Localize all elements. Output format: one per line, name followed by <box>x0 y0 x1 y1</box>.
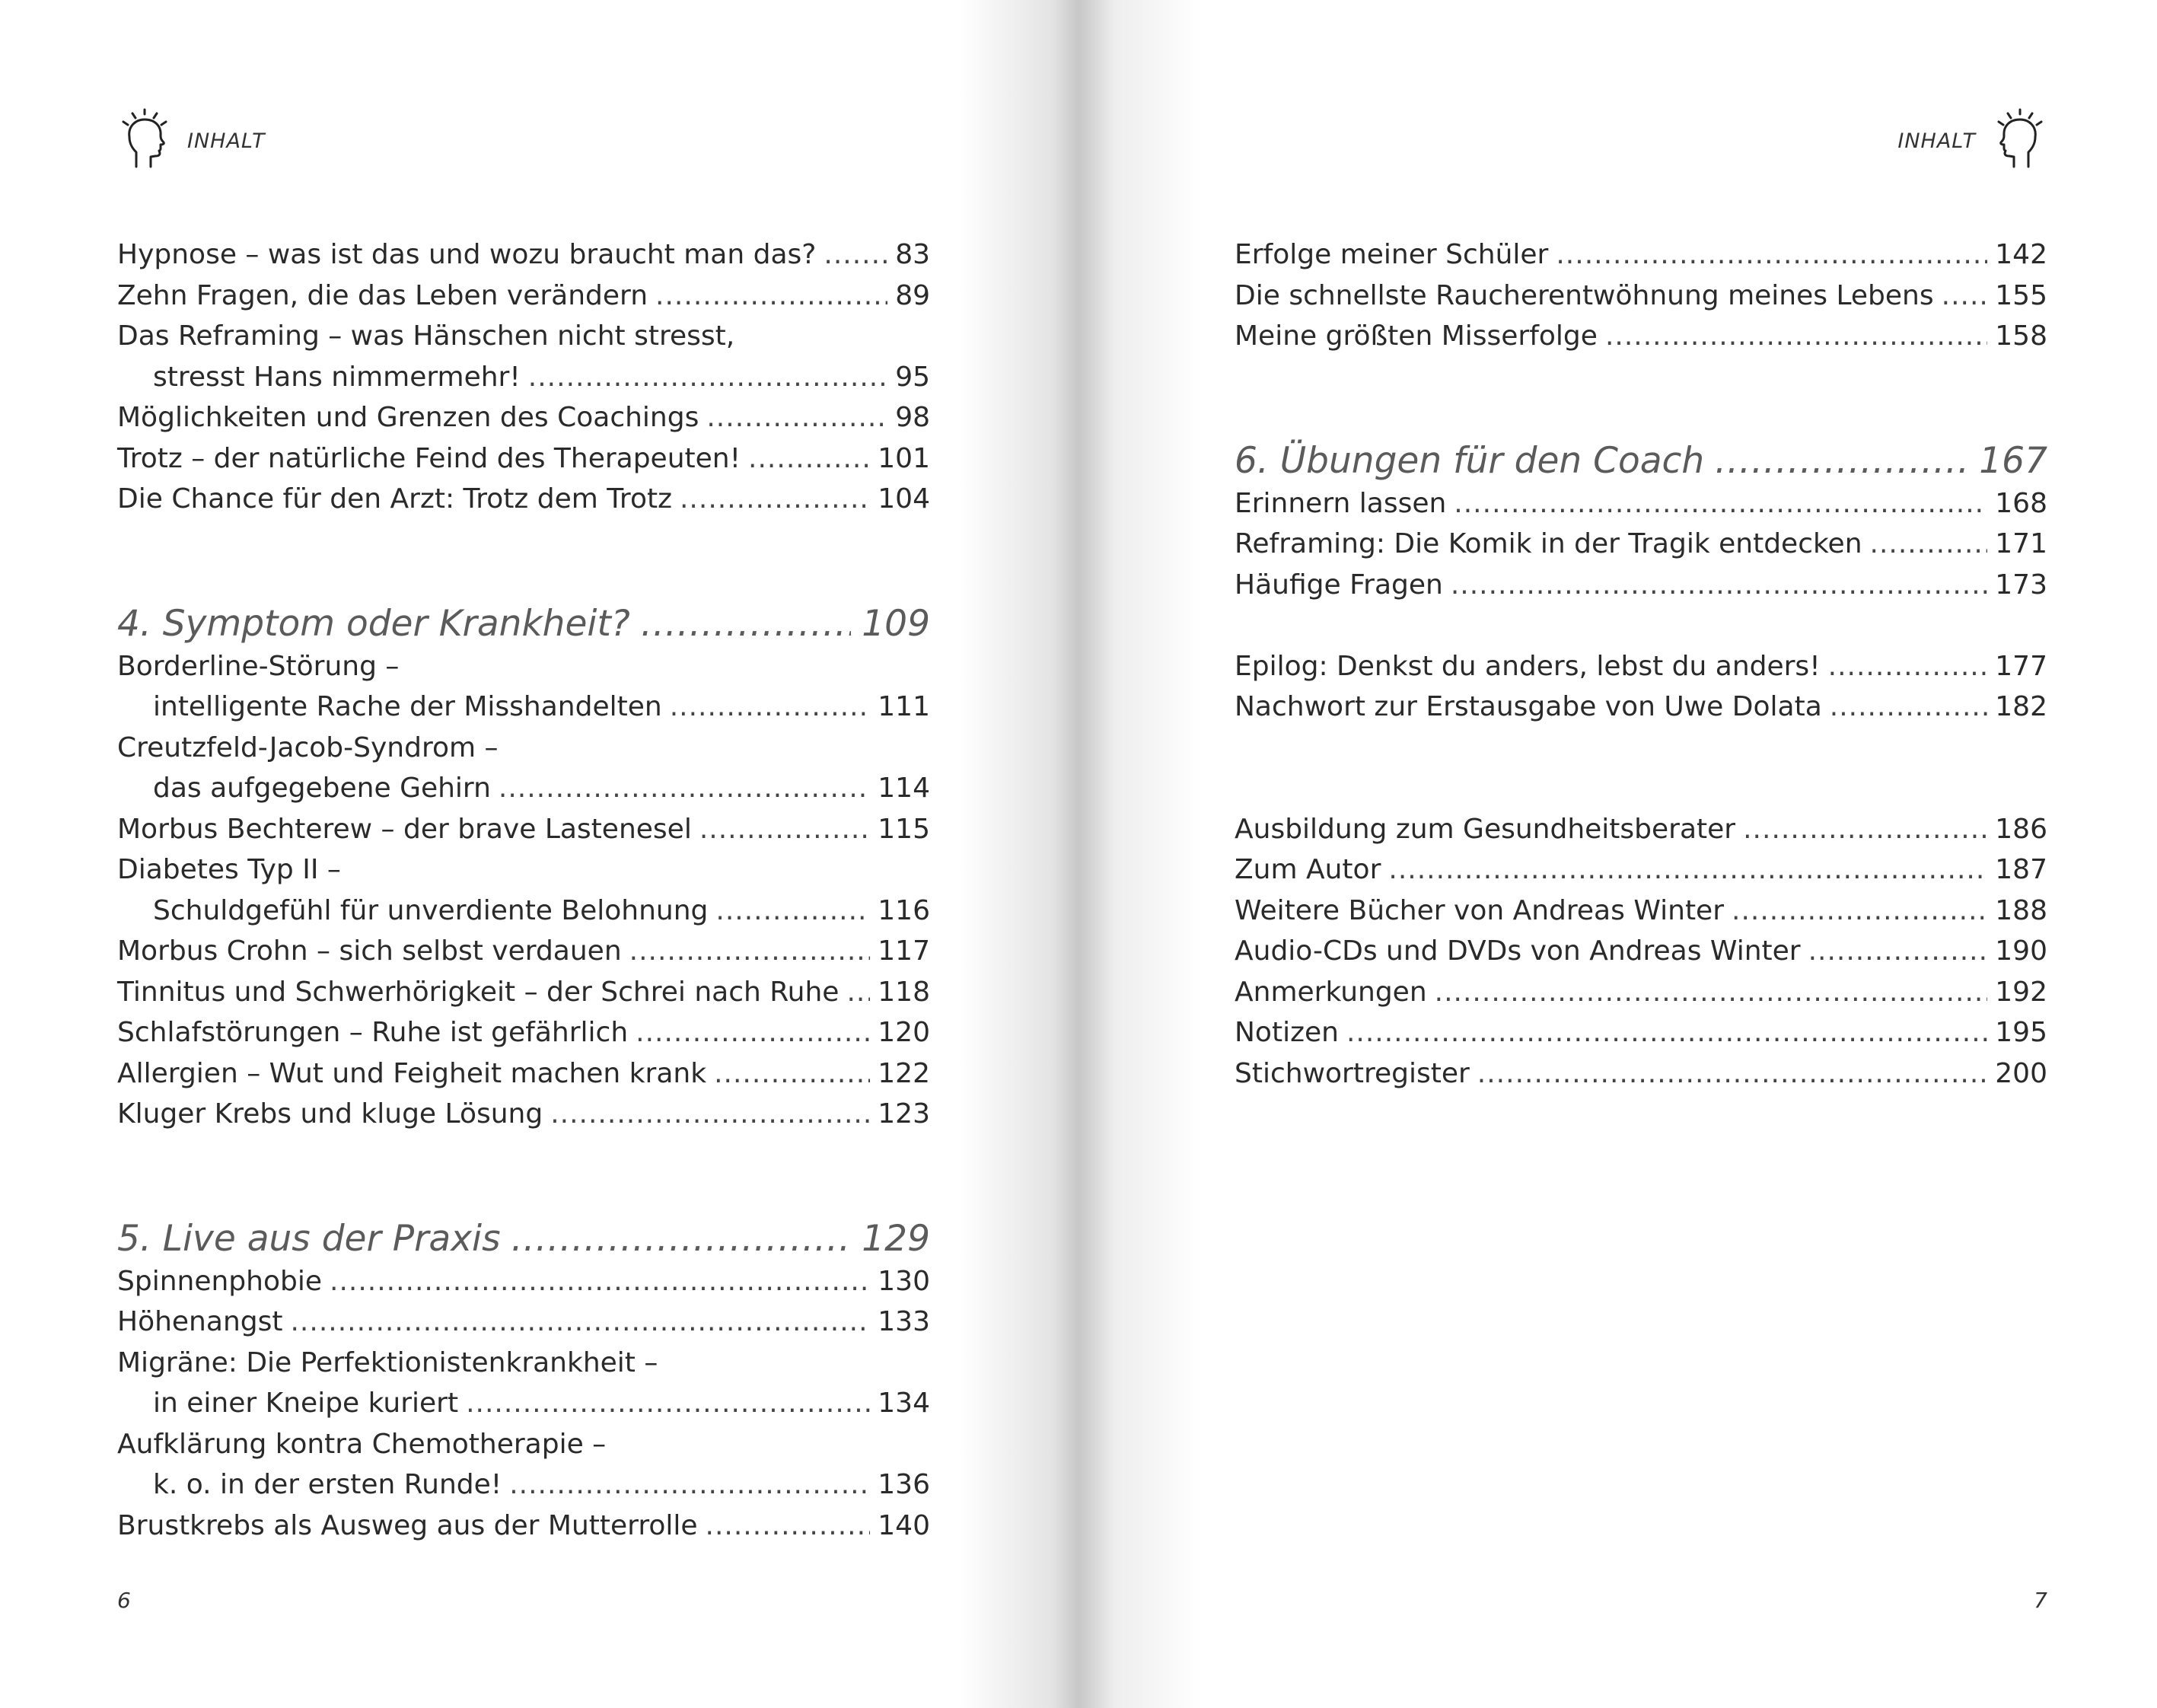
dot-leader <box>528 357 887 398</box>
toc-entry[interactable] <box>117 809 930 850</box>
toc-entry[interactable] <box>117 1302 930 1343</box>
dot-leader <box>1808 931 1988 972</box>
toc-entry-page: 200 <box>1995 1057 2047 1089</box>
toc-entry-title: Epilog: Denkst du anders, lebst du anders! <box>1235 650 1821 682</box>
dot-leader <box>1346 1012 1987 1053</box>
toc-entry[interactable] <box>117 687 930 728</box>
toc-entry[interactable] <box>117 931 930 972</box>
toc-entry-title: Allergien – Wut und Feigheit machen krank <box>117 1057 707 1089</box>
toc-entry-page: 192 <box>1995 976 2047 1008</box>
dot-leader <box>1870 524 1988 565</box>
toc-entry-page: 195 <box>1995 1017 2047 1048</box>
toc-entry-title[interactable]: Migräne: Die Perfektionistenkrankheit – <box>117 1346 658 1378</box>
dot-leader <box>748 438 870 480</box>
dot-leader <box>509 1464 870 1506</box>
toc-entry[interactable] <box>117 1261 930 1302</box>
toc-entry-page: 123 <box>878 1098 930 1130</box>
toc-entry-title: Trotz – der natürliche Feind des Therapeuten! <box>117 442 741 474</box>
toc-entry[interactable] <box>1235 891 2047 932</box>
toc-entry-title: Schlafstörungen – Ruhe ist gefährlich <box>117 1017 629 1048</box>
chapter-title: 6. Übungen für den Coach <box>1235 439 1705 482</box>
chapter-title: 4. Symptom oder Krankheit? <box>117 602 630 645</box>
toc-entry-title: Stichwortregister <box>1235 1057 1470 1089</box>
toc-entry-page: 117 <box>878 935 930 967</box>
toc-entry[interactable] <box>117 479 930 520</box>
toc-entry-title[interactable]: Diabetes Typ II – <box>117 854 341 885</box>
thinking-head-icon <box>117 107 178 175</box>
toc-entry-title: Tinnitus und Schwerhörigkeit – der Schrei nach Ruhe <box>117 976 840 1008</box>
dot-leader <box>1454 483 1987 524</box>
toc-entry-title: Möglichkeiten und Grenzen des Coachings <box>117 402 699 433</box>
toc-entry-title: Audio-CDs und DVDs von Andreas Winter <box>1235 935 1801 967</box>
toc-entry-title: Morbus Bechterew – der brave Lastenesel <box>117 813 692 845</box>
toc-entry[interactable] <box>117 357 930 398</box>
toc-entry-page: 118 <box>878 976 930 1008</box>
toc-entry-title: Weitere Bücher von Andreas Winter <box>1235 894 1725 926</box>
dot-leader <box>1477 1053 1987 1095</box>
toc-entry-page: 177 <box>1995 650 2047 682</box>
toc-entry-page: 182 <box>1995 691 2047 722</box>
dot-leader <box>1830 687 1988 728</box>
toc-entry-title: Erfolge meiner Schüler <box>1235 239 1549 270</box>
toc-entry-page: 122 <box>878 1057 930 1089</box>
toc-entry-title-continued: stresst Hans nimmermehr! <box>153 361 521 393</box>
toc-entry-title-continued: das aufgegebene Gehirn <box>153 773 491 804</box>
toc-entry-page: 116 <box>878 894 930 926</box>
toc-entry-page: 168 <box>1995 487 2047 519</box>
toc-entry[interactable] <box>1235 483 2047 524</box>
toc-entry[interactable] <box>1235 276 2047 317</box>
dot-leader <box>1942 276 1988 317</box>
dot-leader <box>1388 849 1987 891</box>
toc-entry-page: 95 <box>895 361 930 393</box>
toc-entry-page: 111 <box>878 691 930 722</box>
chapter-title: 5. Live aus der Praxis <box>117 1217 501 1260</box>
toc-entry-title[interactable]: Borderline-Störung – <box>117 650 400 682</box>
running-header <box>1897 107 2047 175</box>
toc-entry-page: 134 <box>878 1388 930 1419</box>
dot-leader <box>1605 316 1987 357</box>
toc-entry-page: 89 <box>895 279 930 311</box>
page-number: 7 <box>2034 1588 2047 1613</box>
spacer <box>1235 357 2047 438</box>
toc-entry-title: Die Chance für den Arzt: Trotz dem Trotz <box>117 483 672 515</box>
header-label: INHALT <box>187 129 266 153</box>
toc-entry-page: 187 <box>1995 854 2047 885</box>
left-page <box>117 0 930 1708</box>
toc-entry[interactable] <box>1235 972 2047 1013</box>
toc-entry[interactable] <box>117 891 930 932</box>
dot-leader <box>846 972 870 1013</box>
toc-entry-title-continued: Schuldgefühl für unverdiente Belohnung <box>153 894 709 926</box>
dot-leader <box>499 768 870 809</box>
toc-entry-page: 186 <box>1995 813 2047 845</box>
toc-entry-title: Höhenangst <box>117 1306 283 1337</box>
toc-entry-page: 171 <box>1995 528 2047 559</box>
toc-entry-title: Hypnose – was ist das und wozu braucht man das? <box>117 239 817 270</box>
toc-entry[interactable] <box>117 1012 930 1053</box>
header-label: INHALT <box>1897 129 1976 153</box>
table-of-contents <box>1235 234 2047 1094</box>
toc-entry[interactable] <box>1235 1012 2047 1053</box>
toc-entry[interactable] <box>1235 565 2047 606</box>
toc-entry-page: 120 <box>878 1017 930 1048</box>
toc-entry-page: 140 <box>878 1509 930 1541</box>
right-page <box>1235 0 2047 1708</box>
dot-leader <box>680 479 870 520</box>
toc-entry-page: 188 <box>1995 894 2047 926</box>
toc-entry-title: Zehn Fragen, die das Leben verändern <box>117 279 648 311</box>
dot-leader <box>1828 646 1988 687</box>
chapter-page: 167 <box>1979 439 2047 482</box>
chapter-heading[interactable] <box>117 1216 930 1261</box>
toc-entry[interactable] <box>1235 809 2047 850</box>
toc-entry-title: Nachwort zur Erstausgabe von Uwe Dolata <box>1235 691 1822 722</box>
toc-entry-page: 130 <box>878 1265 930 1297</box>
dot-leader <box>1451 565 1987 606</box>
toc-entry[interactable] <box>1235 687 2047 728</box>
dot-leader <box>706 1506 871 1547</box>
toc-entry-title: Spinnenphobie <box>117 1265 322 1297</box>
toc-entry-page: 114 <box>878 773 930 804</box>
toc-entry[interactable] <box>117 1506 930 1547</box>
dot-leader <box>641 601 851 646</box>
running-header <box>117 107 266 175</box>
toc-entry[interactable] <box>1235 234 2047 276</box>
dot-leader <box>330 1261 870 1302</box>
toc-entry-title: Die schnellste Raucherentwöhnung meines Lebens <box>1235 279 1934 311</box>
dot-leader <box>550 1094 870 1135</box>
toc-entry-page: 136 <box>878 1469 930 1500</box>
toc-entry-page: 133 <box>878 1306 930 1337</box>
chapter-heading[interactable] <box>1235 438 2047 483</box>
toc-entry-title: Erinnern lassen <box>1235 487 1447 519</box>
toc-entry[interactable] <box>117 768 930 809</box>
dot-leader <box>1743 809 1987 850</box>
book-gutter-shadow <box>959 0 1203 1708</box>
toc-entry[interactable] <box>117 438 930 480</box>
toc-entry-title-continued: intelligente Rache der Misshandelten <box>153 691 662 722</box>
toc-entry[interactable] <box>1235 1053 2047 1095</box>
dot-leader <box>290 1302 870 1343</box>
toc-entry-page: 98 <box>895 402 930 433</box>
toc-entry[interactable] <box>1235 646 2047 687</box>
toc-entry-title: Reframing: Die Komik in der Tragik entdecken <box>1235 528 1862 559</box>
dot-leader <box>629 931 871 972</box>
toc-entry[interactable] <box>1235 931 2047 972</box>
page-number: 6 <box>117 1588 131 1613</box>
toc-entry-title: Zum Autor <box>1235 854 1381 885</box>
chapter-page: 129 <box>862 1217 930 1260</box>
toc-entry-page: 155 <box>1995 279 2047 311</box>
dot-leader <box>1435 972 1988 1013</box>
toc-entry-title[interactable]: Aufklärung kontra Chemotherapie – <box>117 1428 607 1460</box>
dot-leader <box>1556 234 1987 276</box>
toc-entry-title[interactable]: Creutzfeld-Jacob-Syndrom – <box>117 731 499 763</box>
spacer <box>117 520 930 601</box>
toc-entry[interactable] <box>117 1053 930 1095</box>
toc-entry-title: Anmerkungen <box>1235 976 1427 1008</box>
toc-entry[interactable] <box>1235 316 2047 357</box>
dot-leader <box>1732 891 1987 932</box>
thinking-head-icon <box>1987 107 2047 175</box>
toc-entry[interactable] <box>117 1094 930 1135</box>
toc-entry-title: Notizen <box>1235 1017 1339 1048</box>
toc-entry-page: 83 <box>895 239 930 270</box>
toc-entry-page: 190 <box>1995 935 2047 967</box>
toc-entry-title: Kluger Krebs und kluge Lösung <box>117 1098 543 1130</box>
dot-leader <box>714 1053 870 1095</box>
toc-entry-title-continued: in einer Kneipe kuriert <box>153 1388 459 1419</box>
toc-entry-page: 142 <box>1995 239 2047 270</box>
dot-leader <box>715 891 870 932</box>
dot-leader <box>655 276 887 317</box>
toc-entry-page: 101 <box>878 442 930 474</box>
toc-entry[interactable] <box>1235 849 2047 891</box>
chapter-heading[interactable] <box>117 601 930 646</box>
toc-entry-title: Brustkrebs als Ausweg aus der Mutterrolle <box>117 1509 698 1541</box>
toc-entry[interactable] <box>117 276 930 317</box>
toc-entry-title: Morbus Crohn – sich selbst verdauen <box>117 935 622 967</box>
toc-entry-page: 173 <box>1995 569 2047 601</box>
dot-leader <box>636 1012 870 1053</box>
toc-entry-page: 104 <box>878 483 930 515</box>
toc-entry[interactable] <box>117 972 930 1013</box>
spacer <box>1235 728 2047 809</box>
toc-entry[interactable] <box>117 1464 930 1506</box>
toc-entry[interactable] <box>117 1383 930 1424</box>
chapter-page: 109 <box>862 602 930 645</box>
toc-entry-title: Häufige Fragen <box>1235 569 1443 601</box>
toc-entry-title-continued: k. o. in der ersten Runde! <box>153 1469 502 1500</box>
toc-entry-title[interactable]: Das Reframing – was Hänschen nicht stresst, <box>117 320 735 352</box>
toc-entry-title: Meine größten Misserfolge <box>1235 320 1598 352</box>
table-of-contents <box>117 234 930 1546</box>
toc-entry-page: 115 <box>878 813 930 845</box>
spacer <box>1235 605 2047 646</box>
toc-entry[interactable] <box>117 234 930 276</box>
dot-leader <box>466 1383 870 1424</box>
dot-leader <box>824 234 887 276</box>
toc-entry[interactable] <box>1235 524 2047 565</box>
toc-entry-title: Ausbildung zum Gesundheitsberater <box>1235 813 1736 845</box>
dot-leader <box>699 809 870 850</box>
toc-entry[interactable] <box>117 397 930 438</box>
dot-leader <box>511 1216 852 1261</box>
dot-leader <box>670 687 871 728</box>
toc-entry-page: 158 <box>1995 320 2047 352</box>
dot-leader <box>706 397 887 438</box>
spacer <box>117 1135 930 1216</box>
dot-leader <box>1715 438 1968 483</box>
